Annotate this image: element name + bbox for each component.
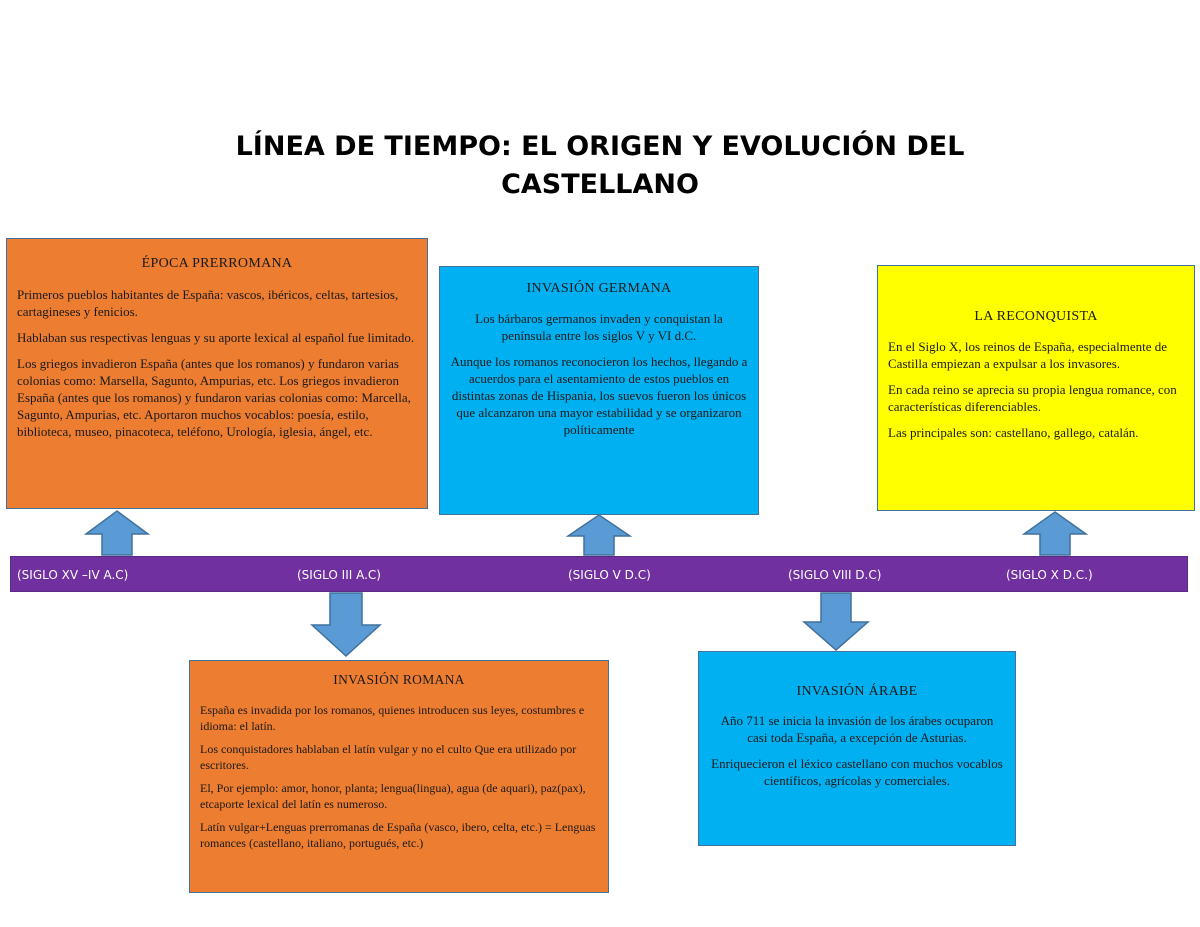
box-paragraph: España es invadida por los romanos, quienes introducen sus leyes, costumbres e idioma: el latín. [200,703,585,733]
box-paragraph: Los griegos invadieron España (antes que los romanos) y fundaron varias colonias como: Marsella, Sagunto, Ampurias, etc. Los griegos invadieron España (antes que los romanos) y fundaron varias colonias como: Marcella, Sagunto, Ampurias, etc. Aportaron muchos vocablos: poesía, estilo, biblioteca, museo, pinacoteca, teléfono, Urología, iglesia, ángel, etc. [17,356,411,439]
timeline-bar [10,556,1188,592]
arrow-up-icon [1022,511,1088,556]
box-invasion-arabe [698,651,1016,846]
arrow-down-icon [310,592,382,658]
box-paragraph: Año 711 se inicia la invasión de los árabes ocuparon casi toda España, a excepción de Asturias. [720,713,994,745]
title-line-1: LÍNEA DE TIEMPO: EL ORIGEN Y EVOLUCIÓN DEL [235,131,965,162]
timeline-label: (SIGLO III A.C) [297,568,381,582]
timeline-label: (SIGLO X D.C.) [1006,568,1093,582]
box-paragraph: Latín vulgar+Lenguas prerromanas de España (vasco, ibero, celta, etc.) = Lenguas romances (castellano, italiano, portugués, etc.) [200,820,596,850]
arrow-up-icon [84,510,150,556]
box-paragraph: En cada reino se aprecia su propia lengua romance, con características diferenciables. [888,382,1177,414]
box-paragraph: Los bárbaros germanos invaden y conquistan la península entre los siglos V y VI d.C. [475,311,723,343]
timeline-label: (SIGLO V D.C) [568,568,651,582]
box-paragraph: Primeros pueblos habitantes de España: vascos, ibéricos, celtas, tartesios, cartagineses y fenicios. [17,287,399,319]
box-epoca-prerromana [6,238,428,509]
box-heading: INVASIÓN ROMANA [333,672,465,687]
box-heading: LA RECONQUISTA [974,309,1098,324]
box-paragraph: Aunque los romanos reconocieron los hechos, llegando a acuerdos para el asentamiento de estos pueblos en distintas zonas de Hispania, los suevos fueron los únicos que alcanzaron una mayor estabilidad y se organizaron políticamente [450,354,748,437]
box-la-reconquista [877,265,1195,511]
box-heading: INVASIÓN ÁRABE [796,684,918,699]
page-title [0,128,1200,204]
arrow-up-icon [566,514,632,556]
box-invasion-germana [439,266,759,515]
box-paragraph: El, Por ejemplo: amor, honor, planta; lengua(lingua), agua (de aquari), paz(pax), etcaporte lexical del latín es numeroso. [200,781,586,811]
timeline-label: (SIGLO VIII D.C) [788,568,882,582]
title-line-2: CASTELLANO [501,169,699,200]
box-paragraph: Enriquecieron el léxico castellano con muchos vocablos científicos, agrícolas y comerciales. [711,756,1003,788]
timeline-label: (SIGLO XV –IV A.C) [17,568,129,582]
box-heading: ÉPOCA PRERROMANA [141,256,293,271]
box-invasion-romana [189,660,609,893]
box-paragraph: Las principales son: castellano, gallego, catalán. [888,425,1139,440]
box-paragraph: Los conquistadores hablaban el latín vulgar y no el culto Que era utilizado por escritores. [200,742,577,772]
box-heading: INVASIÓN GERMANA [526,281,672,296]
arrow-down-icon [802,592,870,652]
box-paragraph: Hablaban sus respectivas lenguas y su aporte lexical al español fue limitado. [17,330,415,345]
box-paragraph: En el Siglo X, los reinos de España, especialmente de Castilla empiezan a expulsar a los invasores. [888,339,1168,371]
